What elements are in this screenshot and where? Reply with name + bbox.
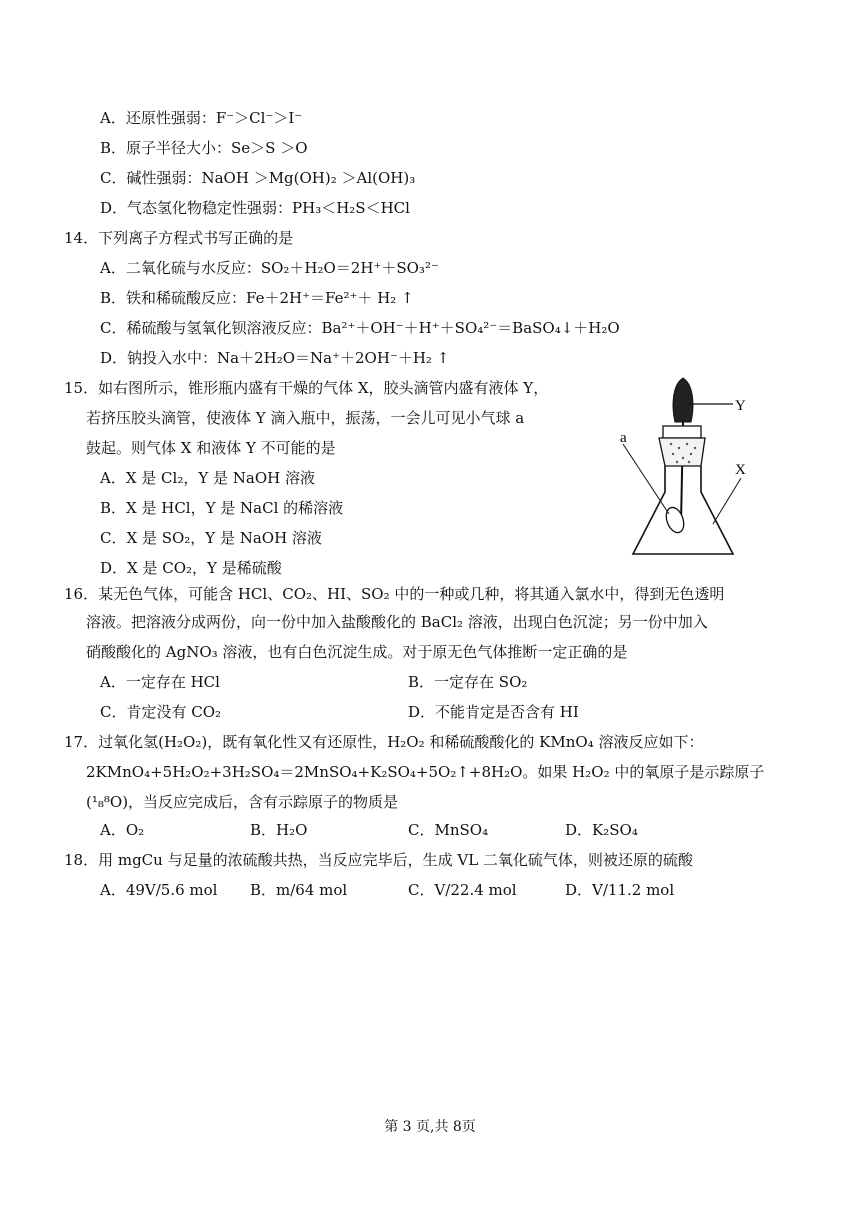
q17-option-a: A．O₂ [100,821,145,839]
q17-stem-line-3: (¹₈⁸O)，当反应完成后，含有示踪原子的物质是 [86,793,399,811]
q14-option-c: C．稀硫酸与氢氧化钡溶液反应：Ba²⁺＋OH⁻＋H⁺＋SO₄²⁻＝BaSO₄↓＋H₂O [100,319,620,337]
q18-option-d: D．V/11.2 mol [565,881,675,899]
stopper [659,438,705,466]
q16-stem-line-2: 溶液。把溶液分成两份，向一份中加入盐酸酸化的 BaCl₂ 溶液，出现白色沉淀；另一份中加入 [86,613,708,631]
q17-stem-line-1: 17．过氧化氢(H₂O₂)，既有氧化性又有还原性，H₂O₂ 和稀硫酸酸化的 KMnO₄ 溶液反应如下： [64,733,704,751]
q15-stem-line-1: 15．如右图所示，锥形瓶内盛有干燥的气体 X，胶头滴管内盛有液体 Y， [64,379,549,397]
q18-option-c: C．V/22.4 mol [408,881,517,899]
q13-option-a: A．还原性强弱：F⁻＞Cl⁻＞I⁻ [100,109,303,127]
stopper-cap [663,426,701,438]
label-y: Y [735,398,746,414]
q15-option-b: B．X 是 HCl，Y 是 NaCl 的稀溶液 [100,499,344,517]
conical-flask [633,466,733,554]
q16-stem-line-3: 硝酸酸化的 AgNO₃ 溶液，也有白色沉淀生成。对于原无色气体推断一定正确的是 [86,643,628,661]
q18-stem: 18．用 mgCu 与足量的浓硫酸共热，当反应完毕后，生成 VL 二氧化硫气体，则被还原的硫酸 [64,851,693,869]
q13-option-c: C．碱性强弱：NaOH ＞Mg(OH)₂ ＞Al(OH)₃ [100,169,416,187]
q15-stem-line-2: 若挤压胶头滴管，使液体 Y 滴入瓶中，振荡，一会儿可见小气球 a [86,409,525,427]
q16-option-c: C．肯定没有 CO₂ [100,703,222,721]
q17-option-d: D．K₂SO₄ [565,821,638,839]
q15-option-d: D．X 是 CO₂，Y 是稀硫酸 [100,559,282,577]
q18-option-b: B．m/64 mol [250,881,348,899]
q15-option-c: C．X 是 SO₂，Y 是 NaOH 溶液 [100,529,322,547]
q15-option-a: A．X 是 Cl₂，Y 是 NaOH 溶液 [100,469,315,487]
dropper-bulb [673,378,693,422]
q16-option-a: A．一定存在 HCl [100,673,220,691]
q16-stem-line-1: 16．某无色气体，可能含 HCl、CO₂、HI、SO₂ 中的一种或几种，将其通入氯水中，得到无色透明 [64,585,725,603]
q14-option-d: D．钠投入水中：Na＋2H₂O＝Na⁺＋2OH⁻＋H₂ ↑ [100,349,450,367]
q14-option-a: A．二氧化硫与水反应：SO₂＋H₂O＝2H⁺＋SO₃²⁻ [100,259,439,277]
q13-option-b: B．原子半径大小：Se＞S ＞O [100,139,308,157]
q16-option-b: B．一定存在 SO₂ [408,673,528,691]
label-x: X [735,462,746,478]
q13-option-d: D．气态氢化物稳定性强弱：PH₃＜H₂S＜HCl [100,199,410,217]
q17-stem-line-2: 2KMnO₄+5H₂O₂+3H₂SO₄＝2MnSO₄+K₂SO₄+5O₂↑+8H₂O。如果 H₂O₂ 中的氧原子是示踪原子 [86,763,765,781]
q16-option-d: D．不能肯定是否含有 HI [408,703,579,721]
q17-option-b: B．H₂O [250,821,308,839]
q17-option-c: C．MnSO₄ [408,821,489,839]
label-a: a [620,430,627,446]
page-footer: 第 3 页,共 8页 [384,1119,476,1135]
q14-stem: 14．下列离子方程式书写正确的是 [64,229,294,247]
x-leader-line [713,478,741,524]
q18-option-a: A．49V/5.6 mol [100,881,218,899]
q14-option-b: B．铁和稀硫酸反应：Fe＋2H⁺＝Fe²⁺＋ H₂ ↑ [100,289,414,307]
flask-apparatus-figure [615,374,790,564]
q15-stem-line-3: 鼓起。则气体 X 和液体 Y 不可能的是 [86,439,336,457]
